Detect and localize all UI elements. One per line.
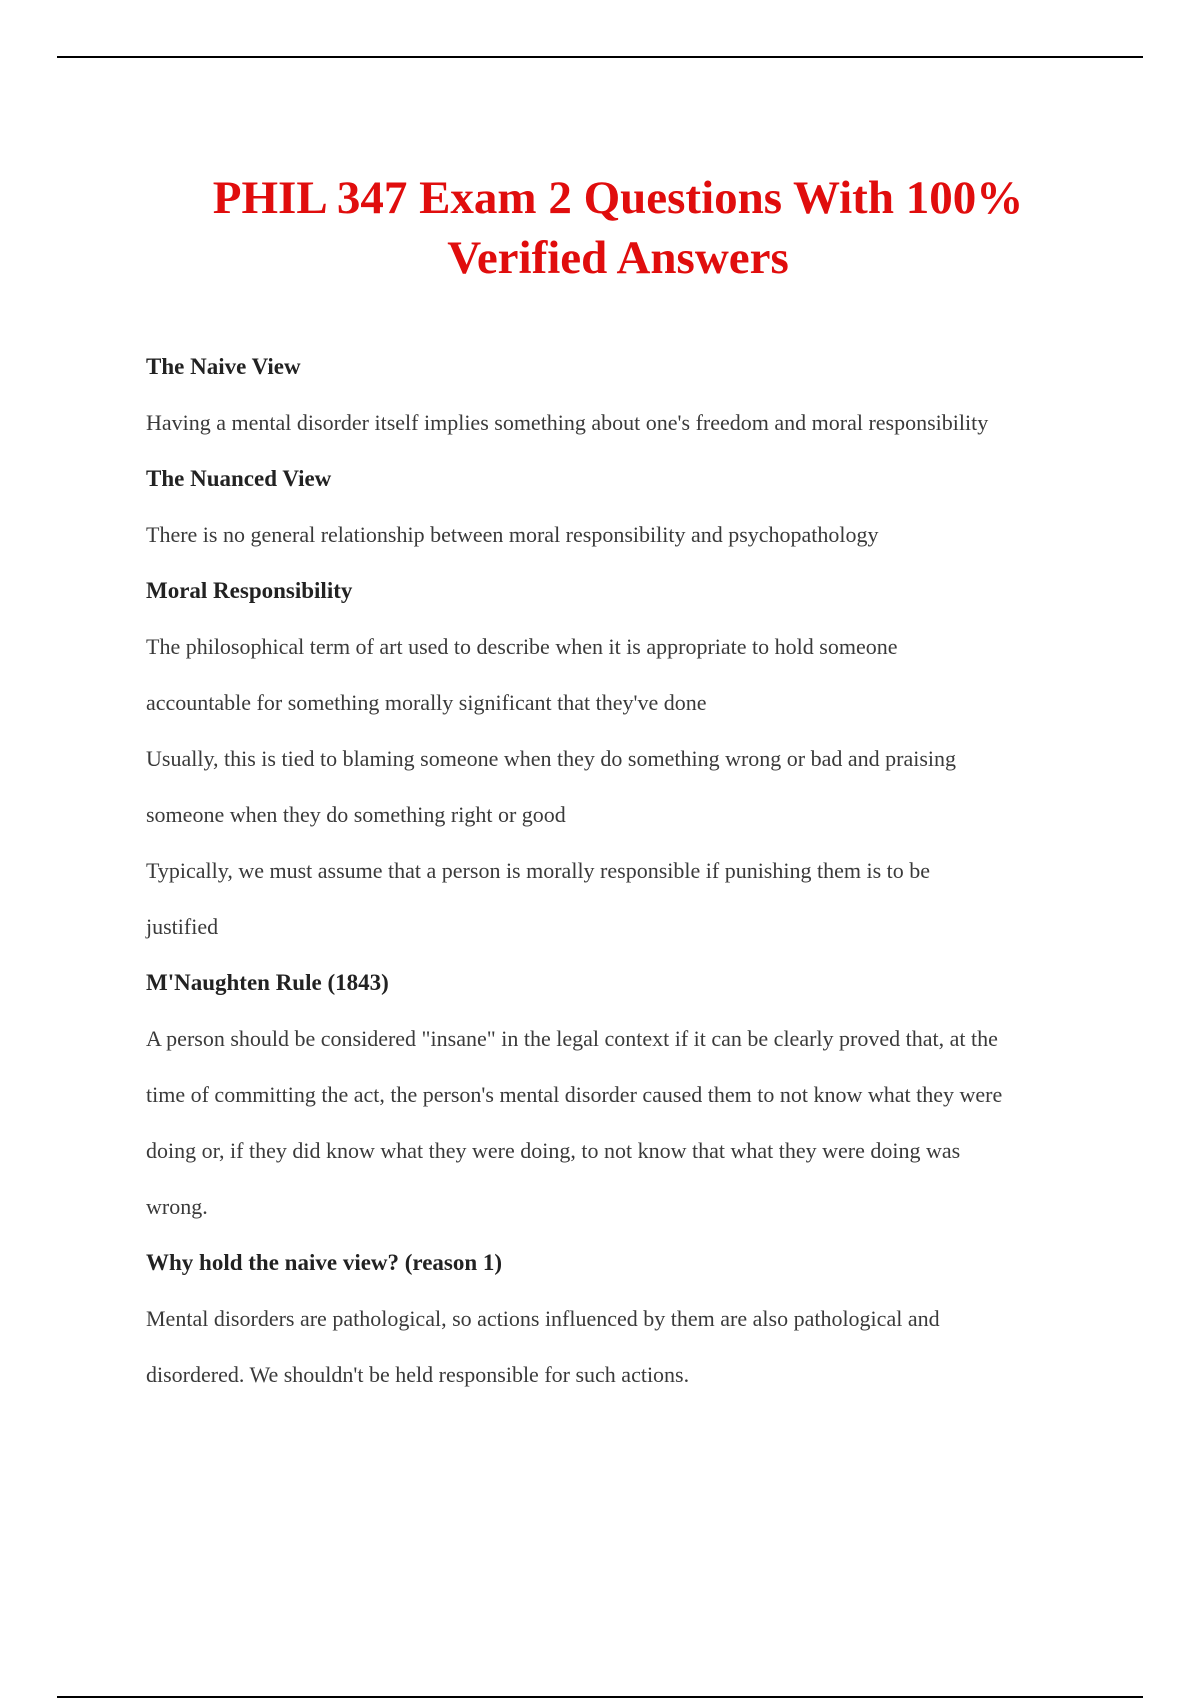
term-heading: Why hold the naive view? (reason 1) xyxy=(146,1250,503,1275)
definition xyxy=(146,1011,1106,1235)
definition-line: A person should be considered "insane" in the legal context if it can be clearly proved that, at the xyxy=(146,1026,998,1051)
definition xyxy=(146,619,1106,955)
term-heading: The Nuanced View xyxy=(146,466,332,491)
entry-naive-view-reason-1 xyxy=(146,1235,1106,1403)
definition-line: someone when they do something right or good xyxy=(146,802,566,827)
definition-line: time of committing the act, the person's mental disorder caused them to not know what they were xyxy=(146,1082,1003,1107)
document-title xyxy=(100,168,1136,288)
title-line-2: Verified Answers xyxy=(447,232,789,284)
definition-line: Mental disorders are pathological, so actions influenced by them are also pathological and xyxy=(146,1306,940,1331)
top-rule xyxy=(57,56,1143,58)
entry-mnaughten-rule xyxy=(146,955,1106,1235)
definition-line: There is no general relationship between moral responsibility and psychopathology xyxy=(146,522,879,547)
definition-line: justified xyxy=(146,914,219,939)
entry-nuanced-view xyxy=(146,451,1106,563)
definition xyxy=(146,507,1106,563)
entry-moral-responsibility xyxy=(146,563,1106,955)
term-heading: The Naive View xyxy=(146,354,301,379)
definition xyxy=(146,1291,1106,1403)
definition-line: disordered. We shouldn't be held responsible for such actions. xyxy=(146,1362,690,1387)
definition-line: Having a mental disorder itself implies something about one's freedom and moral responsibility xyxy=(146,410,989,435)
term-heading: M'Naughten Rule (1843) xyxy=(146,970,389,995)
definition-line: wrong. xyxy=(146,1194,208,1219)
definition xyxy=(146,395,1106,451)
entry-naive-view xyxy=(146,339,1106,451)
document-body xyxy=(146,339,1106,1403)
definition-line: doing or, if they did know what they were doing, to not know that what they were doing was xyxy=(146,1138,961,1163)
title-line-1: PHIL 347 Exam 2 Questions With 100% xyxy=(212,172,1024,224)
definition-line: accountable for something morally significant that they've done xyxy=(146,690,707,715)
term-heading: Moral Responsibility xyxy=(146,578,353,603)
bottom-rule xyxy=(57,1696,1143,1698)
definition-line: Typically, we must assume that a person is morally responsible if punishing them is to be xyxy=(146,858,931,883)
definition-line: The philosophical term of art used to describe when it is appropriate to hold someone xyxy=(146,634,898,659)
definition-line: Usually, this is tied to blaming someone when they do something wrong or bad and praising xyxy=(146,746,957,771)
